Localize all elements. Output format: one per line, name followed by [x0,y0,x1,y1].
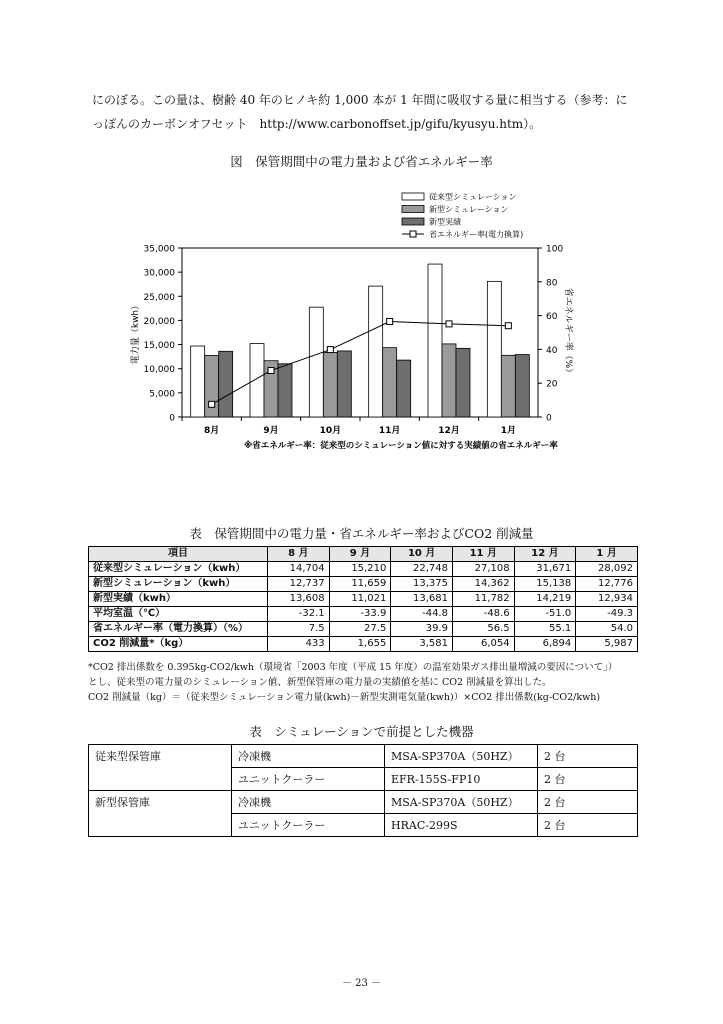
x-tick-label: 1月 [500,426,516,436]
energy-chart [0,180,723,460]
x-tick-label: 10月 [319,426,342,436]
y-tick-label: 20,000 [143,316,175,327]
table-cell: 13,375 [391,577,453,592]
table-cell: -48.6 [452,607,514,622]
equipment-item: 冷凍機 [232,791,385,814]
line-point [446,321,452,327]
legend-label: 省エネルギー率(電力換算) [429,230,524,239]
equipment-model: HRAC-299S [385,814,538,837]
paragraph-line-2: っぽんのカーボンオフセット http://www.carbonoffset.jp/gifu/kyusyu.htm）。 [92,117,542,131]
row-label: CO2 削減量*（kg） [89,637,268,652]
table-cell: -32.1 [268,607,330,622]
table-cell: 1,655 [329,637,391,652]
y2-axis-label: 省エネルギー率（%） [563,287,573,378]
table-row [89,791,638,814]
line-point [387,319,393,325]
row-label: 新型実績（kwh） [89,592,268,607]
equipment-item: ユニットクーラー [232,768,385,791]
table-cell: -33.9 [329,607,391,622]
table-cell: 15,138 [514,577,576,592]
legend-swatch [402,218,424,225]
table1-header-cell: 10 月 [391,547,453,562]
table1-title: 表 保管期間中の電力量・省エネルギー率およびCO2 削減量 [189,526,534,541]
table-cell: 14,362 [452,577,514,592]
equipment-item: ユニットクーラー [232,814,385,837]
table-cell: 433 [268,637,330,652]
table-cell: 6,894 [514,637,576,652]
y-tick-label: 25,000 [143,292,175,303]
table-cell: -51.0 [514,607,576,622]
table-row [89,637,638,652]
bar-2 [383,348,397,417]
equipment-group: 従来型保管庫 [89,745,232,791]
table-row [89,562,638,577]
bar-2 [442,344,456,417]
bar-1 [428,264,442,417]
line-point [268,368,274,374]
table-cell: 11,021 [329,592,391,607]
table-cell: 3,581 [391,637,453,652]
table-cell: -49.3 [576,607,638,622]
table-cell: 12,737 [268,577,330,592]
bar-1 [309,307,323,417]
table-cell: 7.5 [268,622,330,637]
x-tick-label: 12月 [438,426,460,436]
table-cell: 55.1 [514,622,576,637]
table-row [89,745,638,768]
bar-3 [397,360,411,417]
bar-1 [191,346,205,417]
equipment-model: EFR-155S-FP10 [385,768,538,791]
equipment-model: MSA-SP370A（50HZ） [385,791,538,814]
line-point [209,401,215,407]
equipment-qty: 2 台 [538,791,638,814]
bar-1 [487,281,501,417]
note-line-2: とし、従来型の電力量のシミュレーション値、新型保管庫の電力量の実績値を基に CO2 削減量を算出した。 [88,677,552,688]
chart-note: ※省エネルギー率：従来型のシミュレーション値に対する実績値の省エネルギー率 [244,441,558,451]
table-cell: 28,092 [576,562,638,577]
row-label: 平均室温（℃） [89,607,268,622]
row-label: 従来型シミュレーション（kwh） [89,562,268,577]
x-tick-label: 9月 [263,426,279,436]
bar-3 [278,364,292,417]
table1-header-cell: 9 月 [329,547,391,562]
table-cell: 14,219 [514,592,576,607]
table-row [89,577,638,592]
table1-header-cell: 12 月 [514,547,576,562]
equipment-group: 新型保管庫 [89,791,232,837]
table-cell: 11,659 [329,577,391,592]
equipment-model: MSA-SP370A（50HZ） [385,745,538,768]
energy-table [88,546,638,652]
bar-3 [456,348,470,417]
y-tick-label: 5,000 [149,389,175,400]
y-axis-label: 電力量（kwh） [131,300,141,365]
bar-1 [250,344,264,417]
table-cell: 27.5 [329,622,391,637]
table2-title: 表 シミュレーションで前提とした機器 [249,724,474,739]
table-cell: 6,054 [452,637,514,652]
table-cell: -44.8 [391,607,453,622]
equipment-qty: 2 台 [538,768,638,791]
y2-tick-label: 60 [546,312,558,323]
table1-header-cell: 8 月 [268,547,330,562]
table-cell: 54.0 [576,622,638,637]
table-row [89,592,638,607]
bar-3 [219,351,233,417]
note-line-3: CO2 削減量（kg）＝（従来型シミュレーション電力量(kwh)－新型実測電気量(kwh)）×CO2 排出係数(kg-CO2/kwh) [88,692,601,703]
table-cell: 12,934 [576,592,638,607]
y2-tick-label: 80 [546,278,558,289]
table-notes [88,660,658,705]
table-cell: 13,681 [391,592,453,607]
table1-header-cell: 1 月 [576,547,638,562]
y-tick-label: 15,000 [143,341,175,352]
y2-tick-label: 40 [546,345,558,356]
row-label: 省エネルギー率（電力換算）（%） [89,622,268,637]
figure-caption: 図 保管期間中の電力量および省エネルギー率 [230,154,493,169]
x-tick-label: 11月 [378,426,401,436]
table-cell: 27,108 [452,562,514,577]
table-cell: 5,987 [576,637,638,652]
bar-3 [337,351,351,417]
y-tick-label: 0 [169,413,175,424]
line-point [327,347,333,353]
table-cell: 56.5 [452,622,514,637]
table-cell: 31,671 [514,562,576,577]
y-tick-label: 10,000 [143,365,175,376]
legend-marker [410,231,416,237]
y2-tick-label: 0 [546,413,552,424]
legend-swatch [402,206,424,213]
table-row [89,622,638,637]
bar-1 [369,286,383,417]
plot-area [182,248,538,417]
row-label: 新型シミュレーション（kwh） [89,577,268,592]
page-number: － 23 － [341,978,382,989]
table-cell: 39.9 [391,622,453,637]
table1-header-cell: 項目 [89,547,268,562]
bar-2 [323,352,337,417]
line-point [505,323,511,329]
table-cell: 14,704 [268,562,330,577]
legend-swatch [402,193,424,200]
legend-label: 新型シミュレーション [429,205,509,214]
paragraph-line-1: にのぼる。この量は、樹齢 40 年のヒノキ約 1,000 本が 1 年間に吸収する量に相当する（参考：に [92,93,628,107]
table-cell: 12,776 [576,577,638,592]
bar-3 [515,355,529,417]
y2-tick-label: 20 [546,379,558,390]
legend-label: 新型実績 [429,217,461,227]
y2-tick-label: 100 [546,244,564,255]
equipment-table [88,744,638,837]
body-paragraph [92,88,652,136]
y-tick-label: 30,000 [143,268,175,279]
table-cell: 15,210 [329,562,391,577]
equipment-qty: 2 台 [538,814,638,837]
legend-label: 従来型シミュレーション [429,192,517,202]
equipment-item: 冷凍機 [232,745,385,768]
table1-header-cell: 11 月 [452,547,514,562]
equipment-qty: 2 台 [538,745,638,768]
table-cell: 11,782 [452,592,514,607]
y-tick-label: 35,000 [143,244,175,255]
note-line-1: *CO2 排出係数を 0.395kg-CO2/kwh（環境省「2003 年度（平成 15 年度）の温室効果ガス排出量増減の要因について」） [88,662,618,673]
table-row [89,607,638,622]
x-tick-label: 8月 [204,426,220,436]
bar-2 [501,355,515,417]
table-cell: 13,608 [268,592,330,607]
table-cell: 22,748 [391,562,453,577]
energy-table-header [89,547,638,562]
